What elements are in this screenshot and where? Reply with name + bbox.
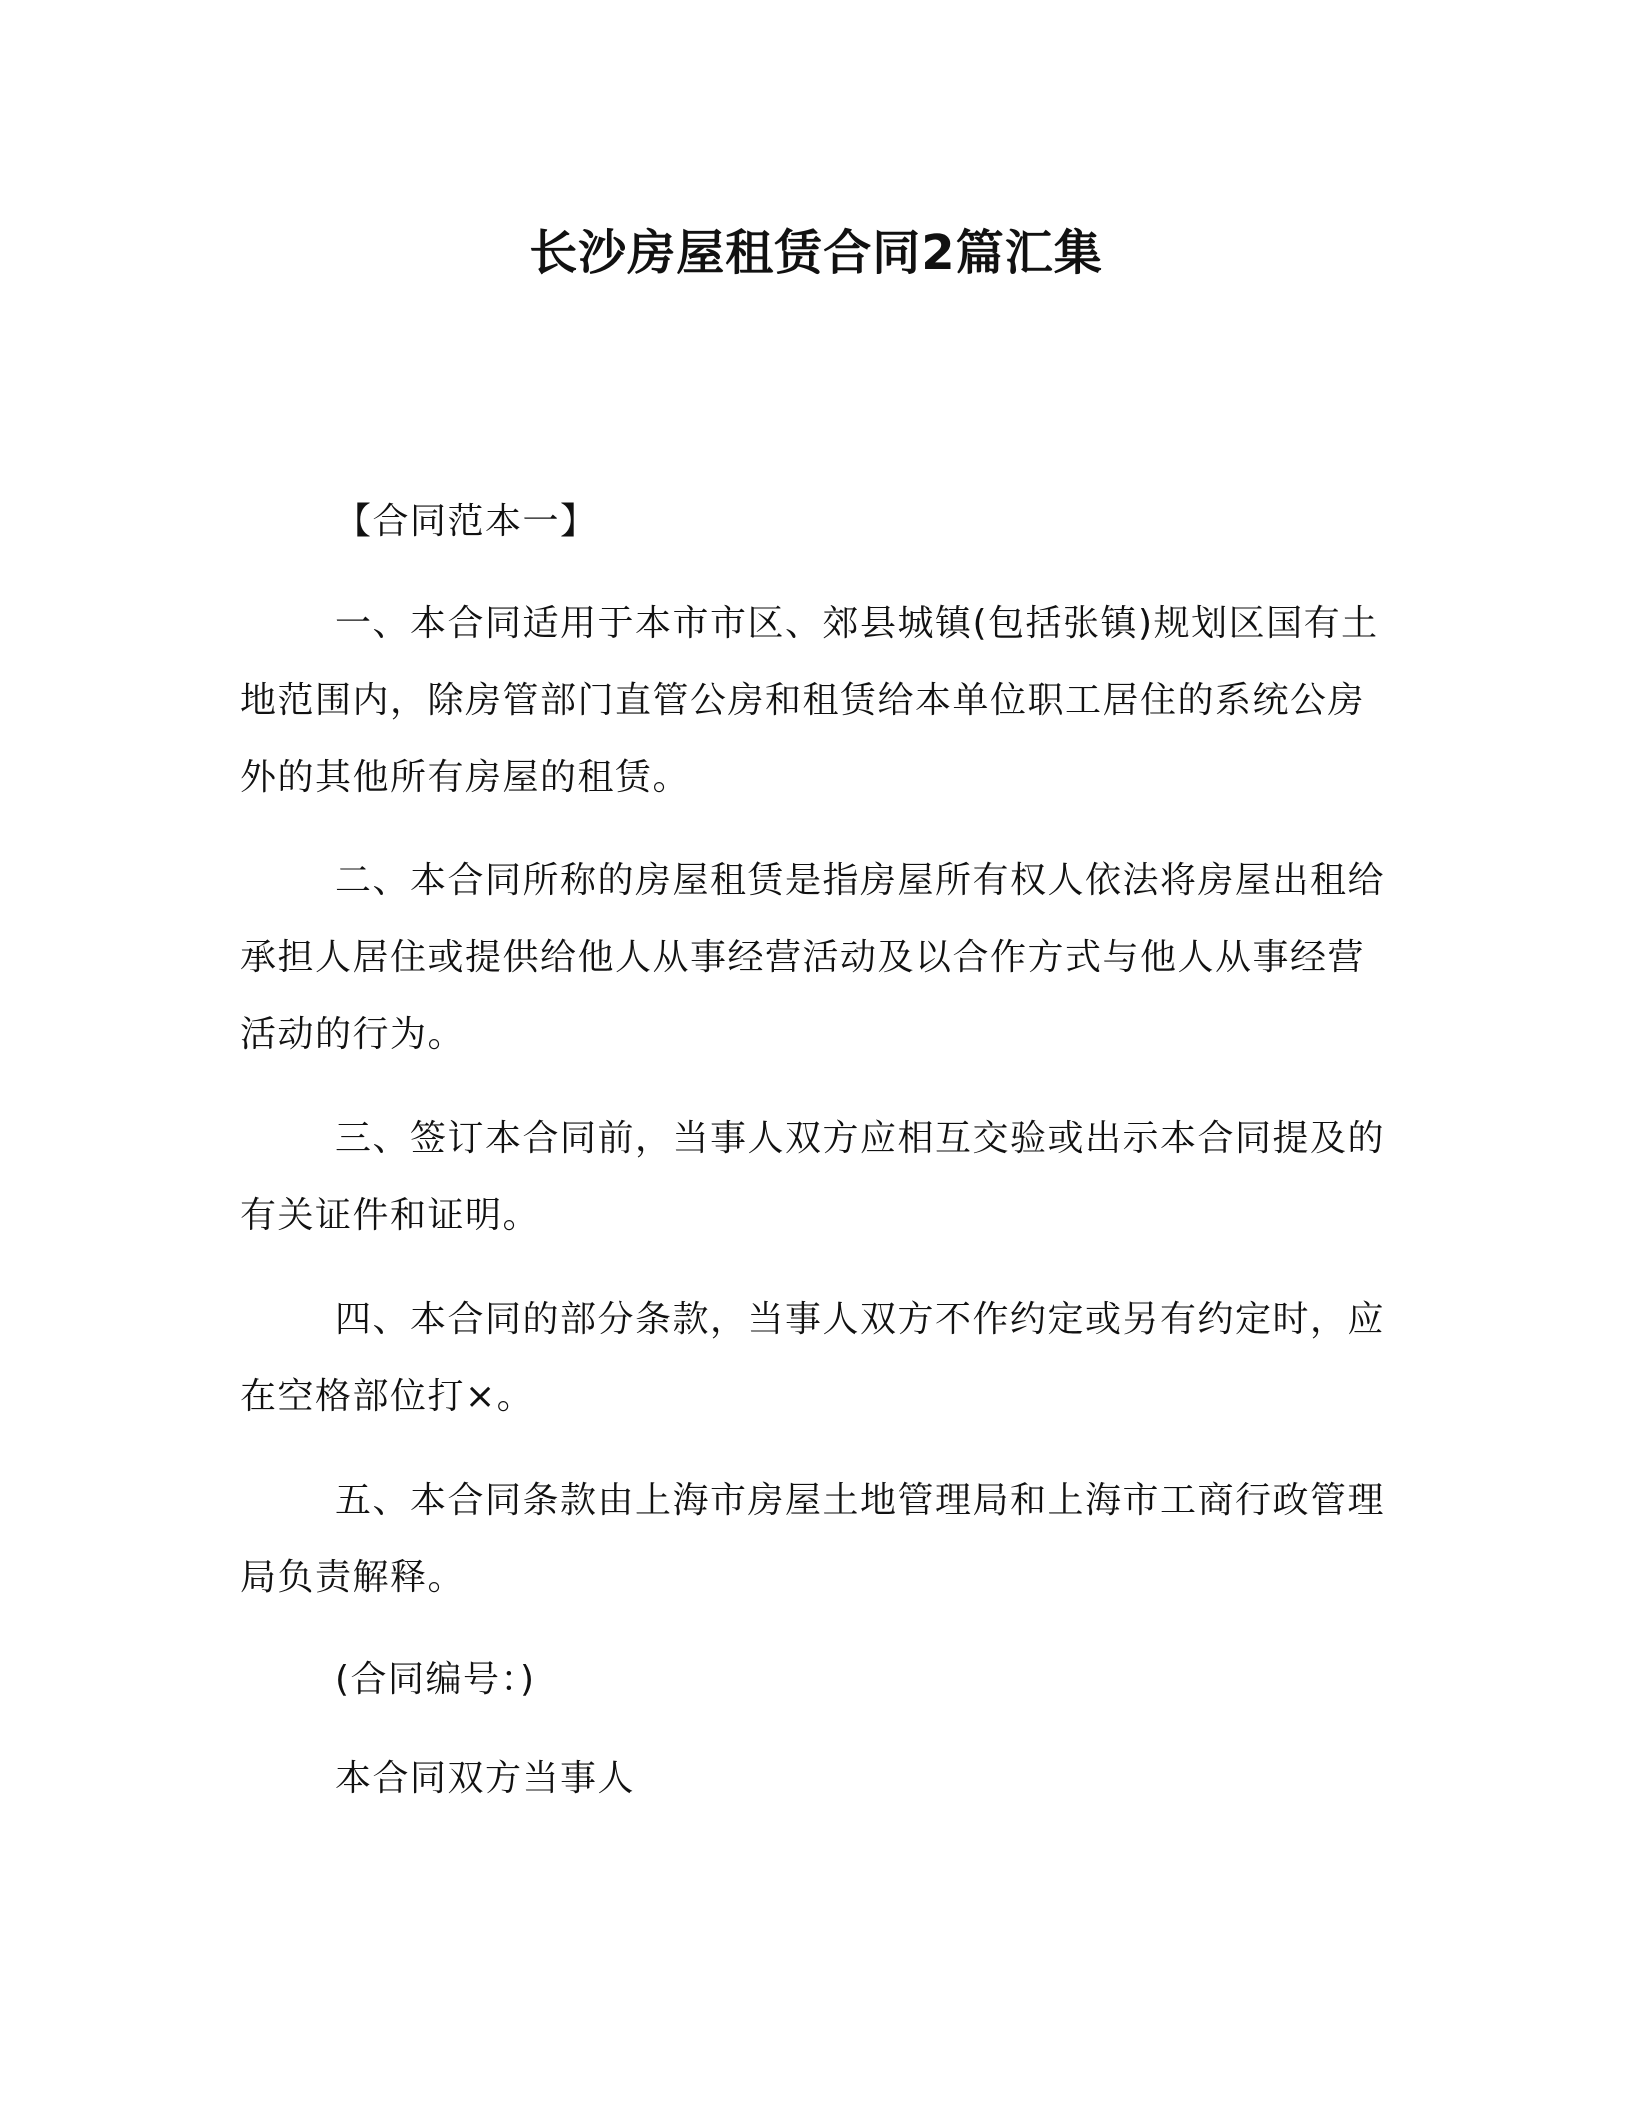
clause-2-line-1: 二、本合同所称的房屋租赁是指房屋所有权人依法将房屋出租给 [335, 860, 1386, 901]
clause-1-line-3: 外的其他所有房屋的租赁。 [240, 757, 691, 798]
clause-2-line-3: 活动的行为。 [240, 1014, 466, 1055]
clause-1 [240, 585, 1390, 816]
document-title: 长沙房屋租赁合同2篇汇集 [529, 225, 1103, 281]
clause-4 [240, 1281, 1390, 1435]
clause-1-line-2: 地范围内，除房管部门直管公房和租赁给本单位职工居住的系统公房 [240, 680, 1366, 721]
parties-label: 本合同双方当事人 [335, 1758, 636, 1799]
clause-3-line-2: 有关证件和证明。 [240, 1195, 541, 1236]
clause-5-line-2: 局负责解释。 [240, 1557, 466, 1598]
contract-number-label: (合同编号：) [335, 1659, 536, 1700]
clause-2 [240, 842, 1390, 1073]
section-heading: 【合同范本一】 [335, 501, 598, 542]
clause-2-line-2: 承担人居住或提供给他人从事经营活动及以合作方式与他人从事经营 [240, 937, 1366, 978]
clause-3-line-1: 三、签订本合同前，当事人双方应相互交验或出示本合同提及的 [335, 1118, 1386, 1159]
clause-4-line-2: 在空格部位打×。 [240, 1376, 535, 1417]
clause-1-line-1: 一、本合同适用于本市市区、郊县城镇(包括张镇)规划区国有土 [335, 603, 1379, 644]
clause-5 [240, 1462, 1390, 1616]
clause-5-line-1: 五、本合同条款由上海市房屋土地管理局和上海市工商行政管理 [335, 1480, 1386, 1521]
clause-3 [240, 1100, 1390, 1254]
clause-4-line-1: 四、本合同的部分条款，当事人双方不作约定或另有约定时，应 [335, 1299, 1386, 1340]
